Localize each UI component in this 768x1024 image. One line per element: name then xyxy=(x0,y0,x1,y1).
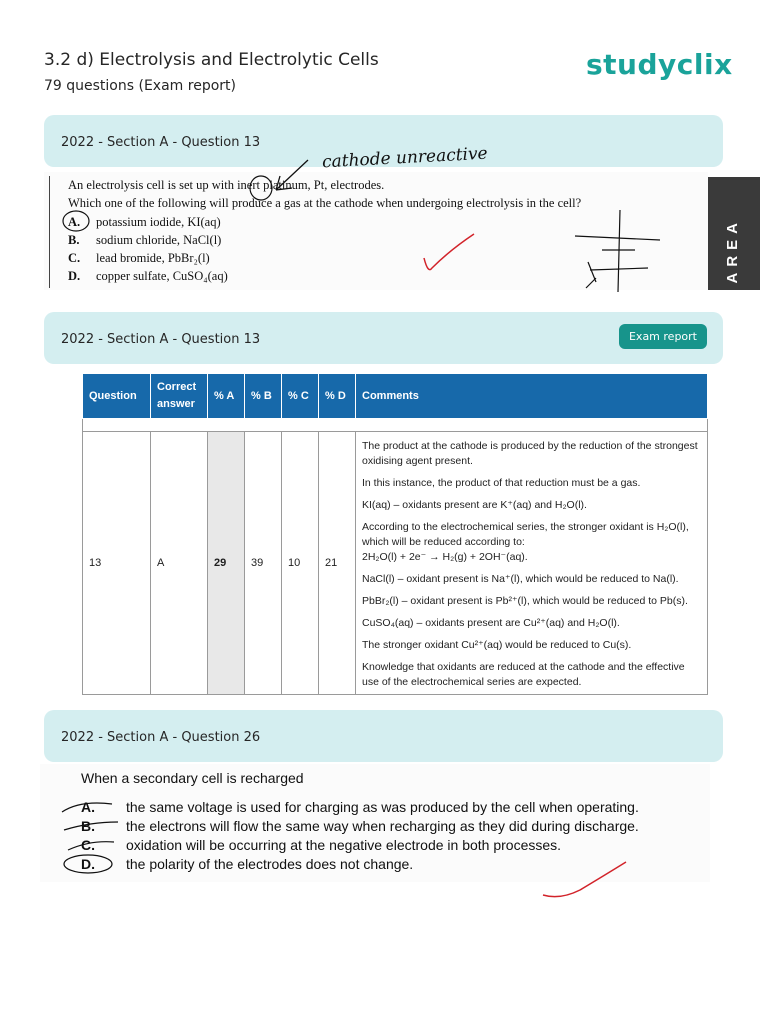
question-1-content xyxy=(44,172,708,290)
comment-line: In this instance, the product of that reduction must be a gas. xyxy=(362,477,641,489)
cell-pct-b: 39 xyxy=(245,432,282,695)
comment-line: Knowledge that oxidants are reduced at the cathode and the effective use of the electrochemical series are expected. xyxy=(362,661,685,688)
comment-line: CuSO₄(aq) – oxidants present are Cu²⁺(aq) and H₂O(l). xyxy=(362,617,620,629)
header-pct-b: % B xyxy=(245,374,282,419)
option-letter: D. xyxy=(81,856,95,872)
option-letter: A. xyxy=(68,215,81,229)
option-letter: C. xyxy=(68,251,81,265)
question-label: 2022 - Section A - Question 13 xyxy=(61,135,261,150)
option-b[interactable] xyxy=(68,233,222,248)
option-text: sodium chloride, NaCl(l) xyxy=(96,233,222,247)
comment-line: According to the electrochemical series, the stronger oxidant is H₂O(l), which will be reduced according to: xyxy=(362,521,689,548)
option-text: lead bromide, PbBr₂(l) xyxy=(96,251,210,265)
page-title: 3.2 d) Electrolysis and Electrolytic Cells xyxy=(44,50,379,70)
option-letter: B. xyxy=(81,818,95,834)
cell-correct-answer: A xyxy=(151,432,208,695)
option-a[interactable] xyxy=(68,215,221,230)
cell-pct-a: 29 xyxy=(208,432,245,695)
option-text: oxidation will be occurring at the negative electrode in both processes. xyxy=(126,837,562,853)
side-tab-label: AREA xyxy=(724,217,741,284)
question-bar-3 xyxy=(44,710,723,762)
header-pct-a: % A xyxy=(208,374,245,419)
header-correct-answer: Correct answer xyxy=(151,374,208,419)
option-d[interactable] xyxy=(68,269,228,284)
comment-line: The stronger oxidant Cu²⁺(aq) would be reduced to Cu(s). xyxy=(362,639,632,651)
question-stem: An electrolysis cell is set up with inert platinum, Pt, electrodes. xyxy=(68,178,385,192)
handwritten-note: cathode unreactive xyxy=(321,143,489,173)
header-comments: Comments xyxy=(356,374,708,419)
question-label: 2022 - Section A - Question 26 xyxy=(61,730,261,745)
option-text: the same voltage is used for charging as was produced by the cell when operating. xyxy=(126,799,639,815)
header-pct-c: % C xyxy=(282,374,319,419)
comment-line: PbBr₂(l) – oxidant present is Pb²⁺(l), which would be reduced to Pb(s). xyxy=(362,595,688,607)
comment-line: KI(aq) – oxidants present are K⁺(aq) and H₂O(l). xyxy=(362,499,587,511)
table-header-row xyxy=(83,374,708,419)
option-letter: A. xyxy=(81,799,95,815)
exam-report-button[interactable]: Exam report xyxy=(619,324,707,349)
header-question: Question xyxy=(83,374,151,419)
cell-comments xyxy=(356,432,708,695)
cell-question: 13 xyxy=(83,432,151,695)
option-text: potassium iodide, KI(aq) xyxy=(96,215,221,229)
cell-pct-d: 21 xyxy=(319,432,356,695)
option-c[interactable] xyxy=(68,251,210,266)
page-subtitle: 79 questions (Exam report) xyxy=(44,78,236,94)
header-pct-d: % D xyxy=(319,374,356,419)
side-tab[interactable] xyxy=(708,177,760,290)
option-text: copper sulfate, CuSO₄(aq) xyxy=(96,269,228,283)
option-text: the electrons will flow the same way when recharging as they did during discharge. xyxy=(126,818,639,834)
cell-pct-c: 10 xyxy=(282,432,319,695)
comment-line: NaCl(l) – oxidant present is Na⁺(l), which would be reduced to Na(l). xyxy=(362,573,679,585)
table-row xyxy=(83,432,708,695)
comment-line: The product at the cathode is produced by the reduction of the strongest oxidising agent present. xyxy=(362,440,698,467)
comment-line: 2H₂O(l) + 2e⁻ → H₂(g) + 2OH⁻(aq). xyxy=(362,551,528,563)
option-letter: D. xyxy=(68,269,81,283)
margin-line xyxy=(49,176,50,288)
question-stem: When a secondary cell is recharged xyxy=(81,770,304,786)
question-bar-2 xyxy=(44,312,723,364)
exam-report-table xyxy=(82,373,708,695)
option-letter: B. xyxy=(68,233,80,247)
option-letter: C. xyxy=(81,837,95,853)
question-label: 2022 - Section A - Question 13 xyxy=(61,332,261,347)
question-stem: Which one of the following will produce a gas at the cathode when undergoing electrolysis in the cell? xyxy=(68,196,582,210)
option-text: the polarity of the electrodes does not change. xyxy=(126,856,414,872)
studyclix-logo[interactable]: studyclix xyxy=(586,48,733,81)
